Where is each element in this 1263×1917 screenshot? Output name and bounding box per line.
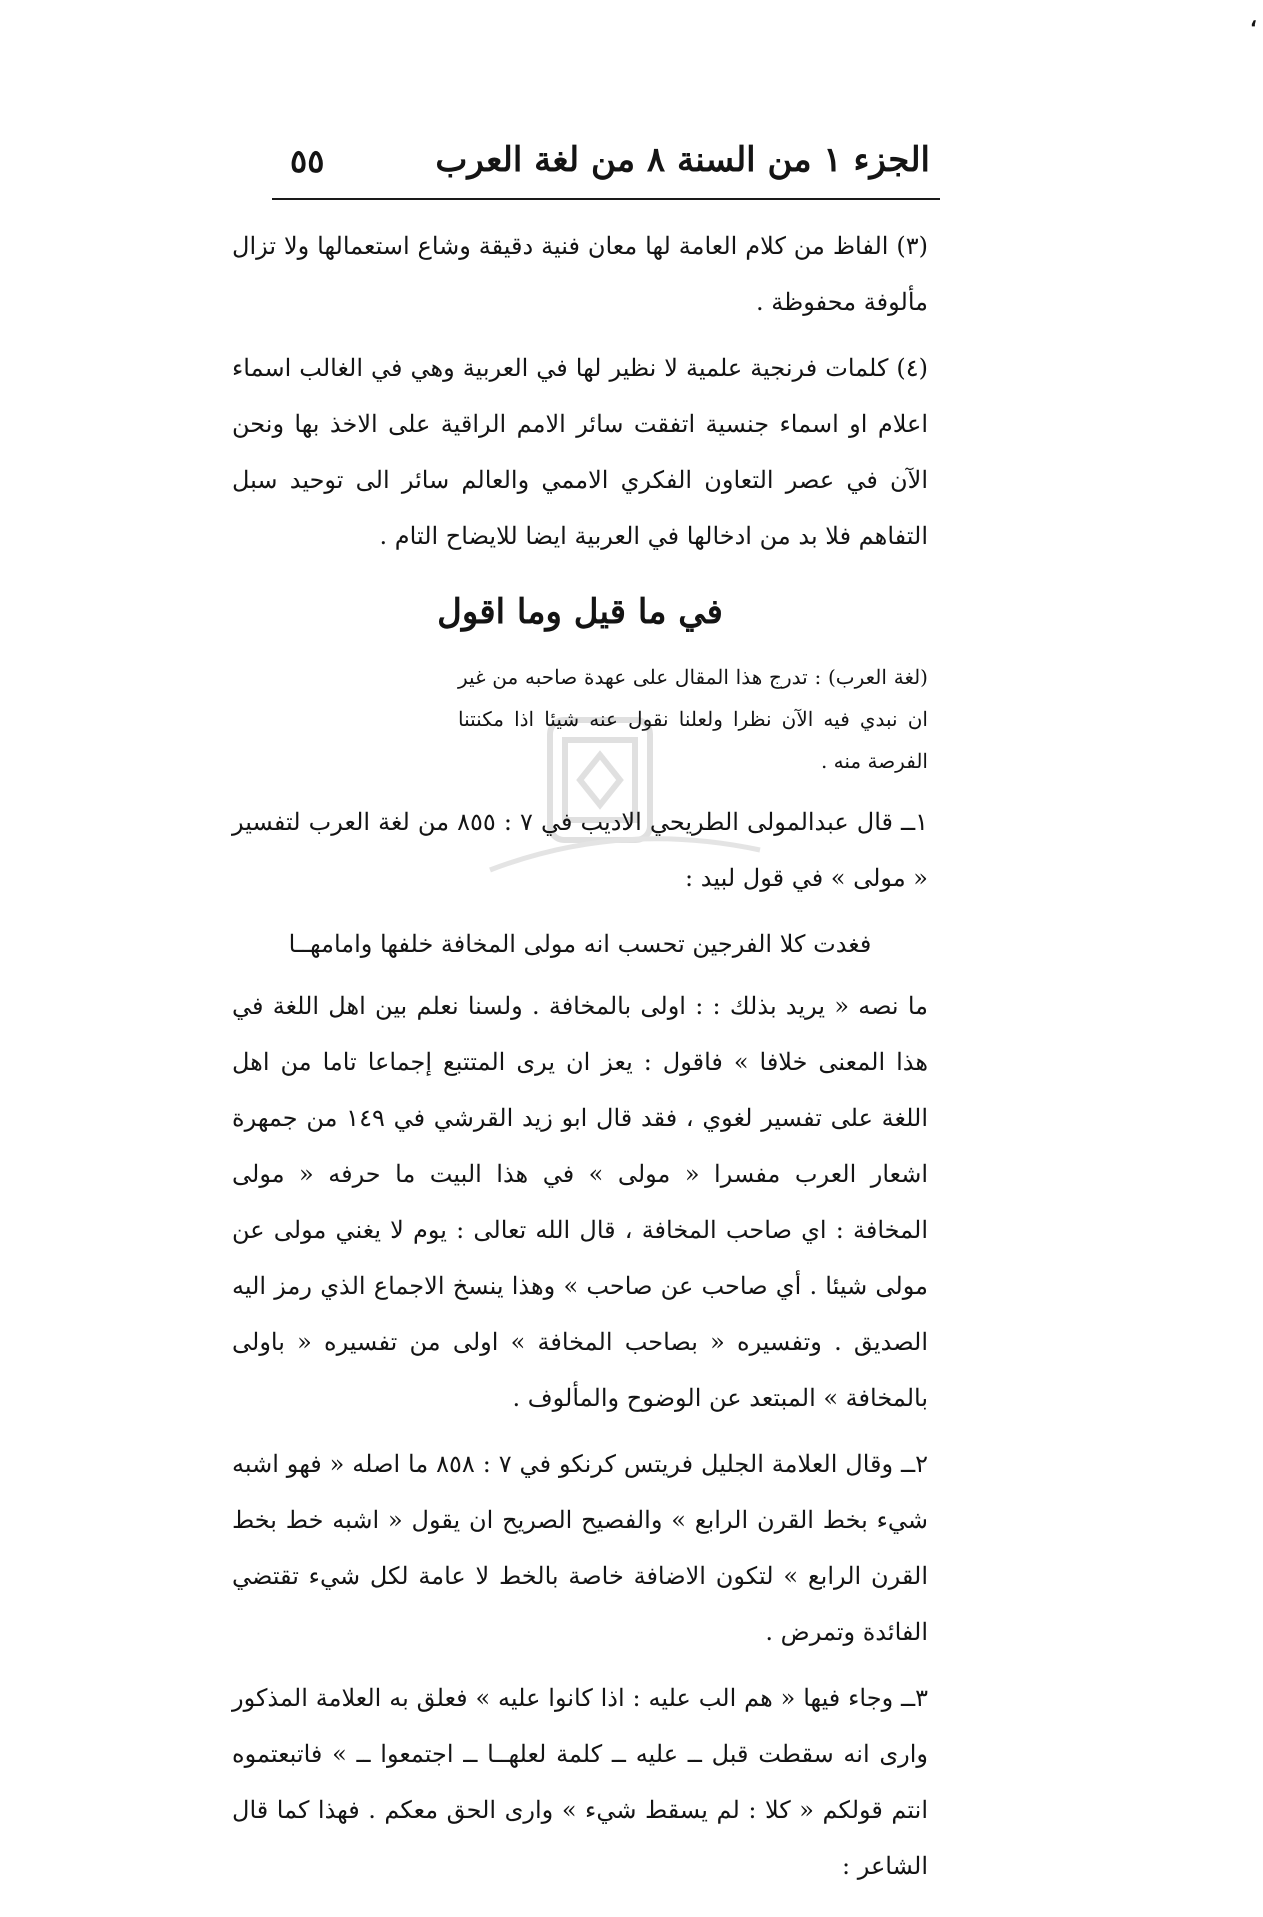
section-title: في ما قيل وما اقول [437,592,723,632]
article-body [232,218,928,1904]
running-title: الجزء ١ من السنة ٨ من لغة العرب [435,140,930,180]
page-number: ٥٥ [290,142,325,180]
page-header [290,140,930,200]
paragraph-3: ٣ــ وجاء فيها « هم الب عليه : اذا كانوا عليه » فعلق به العلامة المذكور وارى انه سقطت قبل ــ عليه ــ كلمة لعلهــا ــ اجتمعوا ــ » فاتبعتموه انتم قولكم « كلا : لم يسقط شيء » وارى الحق معكم . فهذا كما قال الشاعر : [232,1684,928,1880]
paragraph-2: ٢ــ وقال العلامة الجليل فريتس كرنكو في ٧ : ٨٥٨ ما اصله « فهو اشبه شيء بخط القرن الرابع » والفصيح الصريح ان يقول « اشبه خط بخط القرن الرابع » لتكون الاضافة خاصة بالخط لا عامة لكل شيء تقتضي الفائدة وتمرض . [232,1450,928,1646]
paragraph-item-3: (٣) الفاظ من كلام العامة لها معان فنية دقيقة وشاع استعمالها ولا تزال مألوفة محفوظة . [232,232,928,316]
poem-verse: فغدت كلا الفرجين تحسب انه مولى المخافة خلفها وامامهــا [288,930,872,958]
header-rule [272,198,940,200]
editor-note: (لغة العرب) : تدرج هذا المقال على عهدة صاحبه من غير ان نبدي فيه الآن نظرا ولعلنا نقول عنه شيئا اذا مكنتنا الفرصة منه . [458,665,928,773]
paragraph-1: ١ــ قال عبدالمولى الطريحي الاديب في ٧ : ٨٥٥ من لغة العرب لتفسير « مولى » في قول لبيد : [232,808,929,892]
paragraph-item-4: (٤) كلمات فرنجية علمية لا نظير لها في العربية وهي في الغالب اسماء اعلام او اسماء جنسية اتفقت سائر الامم الراقية على الاخذ بها ونحن الآن في عصر التعاون الفكري الاممي والعالم سائر الى توحيد سبل التفاهم فلا بد من ادخالها في العربية ايضا للايضاح التام . [232,354,929,550]
corner-mark: ، [1249,6,1257,32]
paragraph-1-continued: ما نصه « يريد بذلك : : اولى بالمخافة . ولسنا نعلم بين اهل اللغة في هذا المعنى خلافا » فاقول : يعز ان يرى المتتبع إجماعا تاما من اهل اللغة على تفسير لغوي ، فقد قال ابو زيد القرشي في ١٤٩ من جمهرة اشعار العرب مفسرا « مولى » في هذا البيت ما حرفه « مولى المخافة : اي صاحب المخافة ، قال الله تعالى : يوم لا يغني مولى عن مولى شيئا . أي صاحب عن صاحب » وهذا ينسخ الاجماع الذي رمز اليه الصديق . وتفسيره « بصاحب المخافة » اولى من تفسيره « باولى بالمخافة » المبتعد عن الوضوح والمألوف . [232,992,928,1412]
